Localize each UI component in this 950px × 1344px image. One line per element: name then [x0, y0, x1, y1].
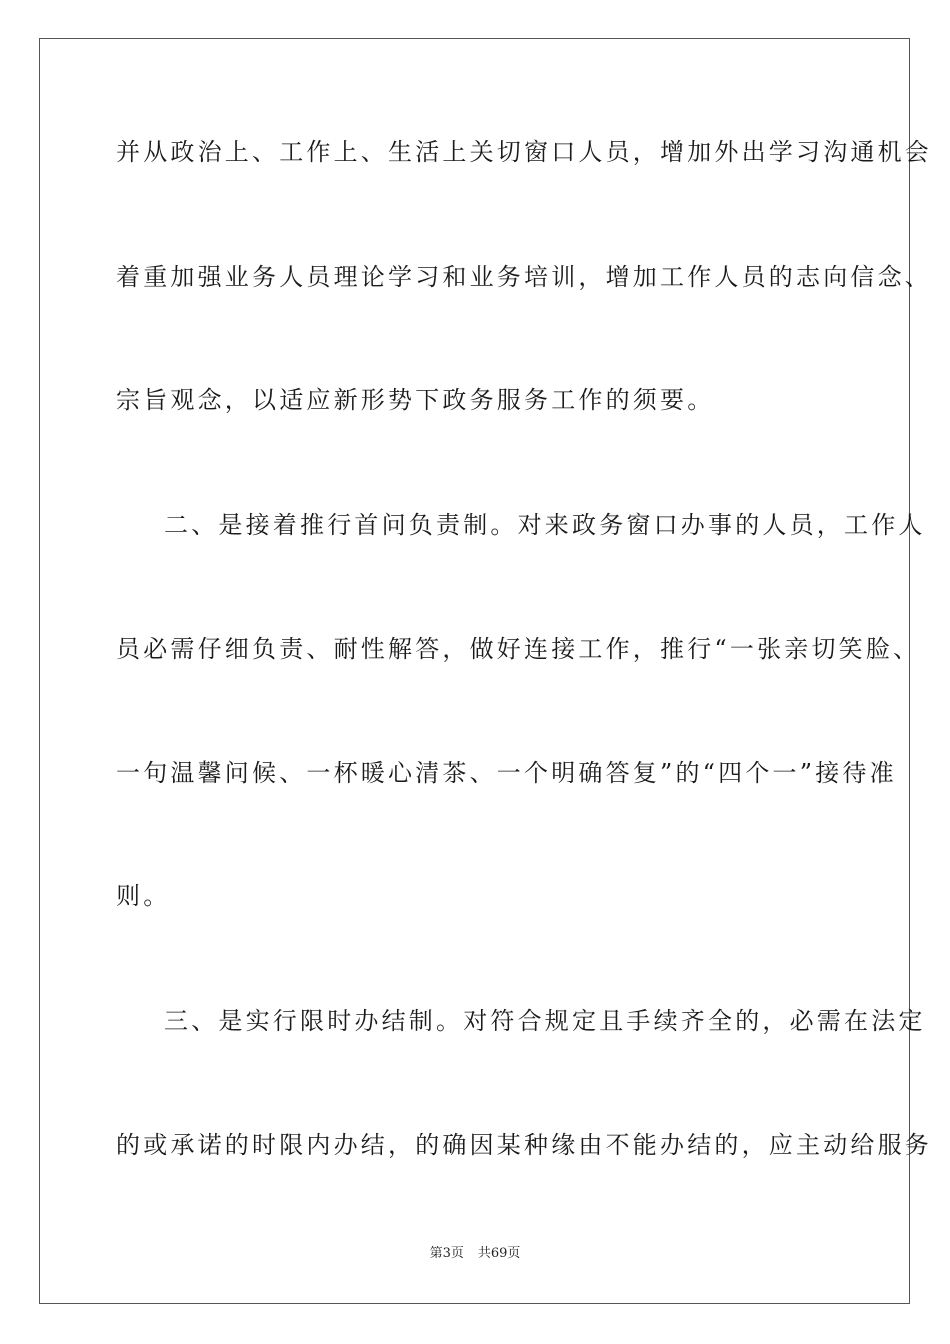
text-line: 则。 [116, 882, 171, 910]
text-line: 着重加强业务人员理论学习和业务培训，增加工作人员的志向信念、 [116, 263, 932, 291]
text-line: 员必需仔细负责、耐性解答，做好连接工作，推行“一张亲切笑脸、 [116, 635, 921, 663]
paragraph-start-line: 三、是实行限时办结制。对符合规定且手续齐全的，必需在法定 [164, 1007, 926, 1035]
page-total: 共69页 [477, 1246, 521, 1261]
text-line: 宗旨观念，以适应新形势下政务服务工作的须要。 [116, 386, 715, 414]
text-line: 一句温馨问候、一杯暖心清茶、一个明确答复”的“四个一”接待准 [116, 759, 897, 787]
page-border [39, 38, 932, 1304]
text-line: 的或承诺的时限内办结，的确因某种缘由不能办结的，应主动给服务 [116, 1131, 932, 1159]
page-footer [0, 1245, 950, 1263]
text-line: 并从政治上、工作上、生活上关切窗口人员，增加外出学习沟通机会 [116, 138, 932, 166]
paragraph-start-line: 二、是接着推行首问负责制。对来政务窗口办事的人员，工作人 [164, 511, 926, 539]
page-number: 第3页 [429, 1246, 464, 1261]
